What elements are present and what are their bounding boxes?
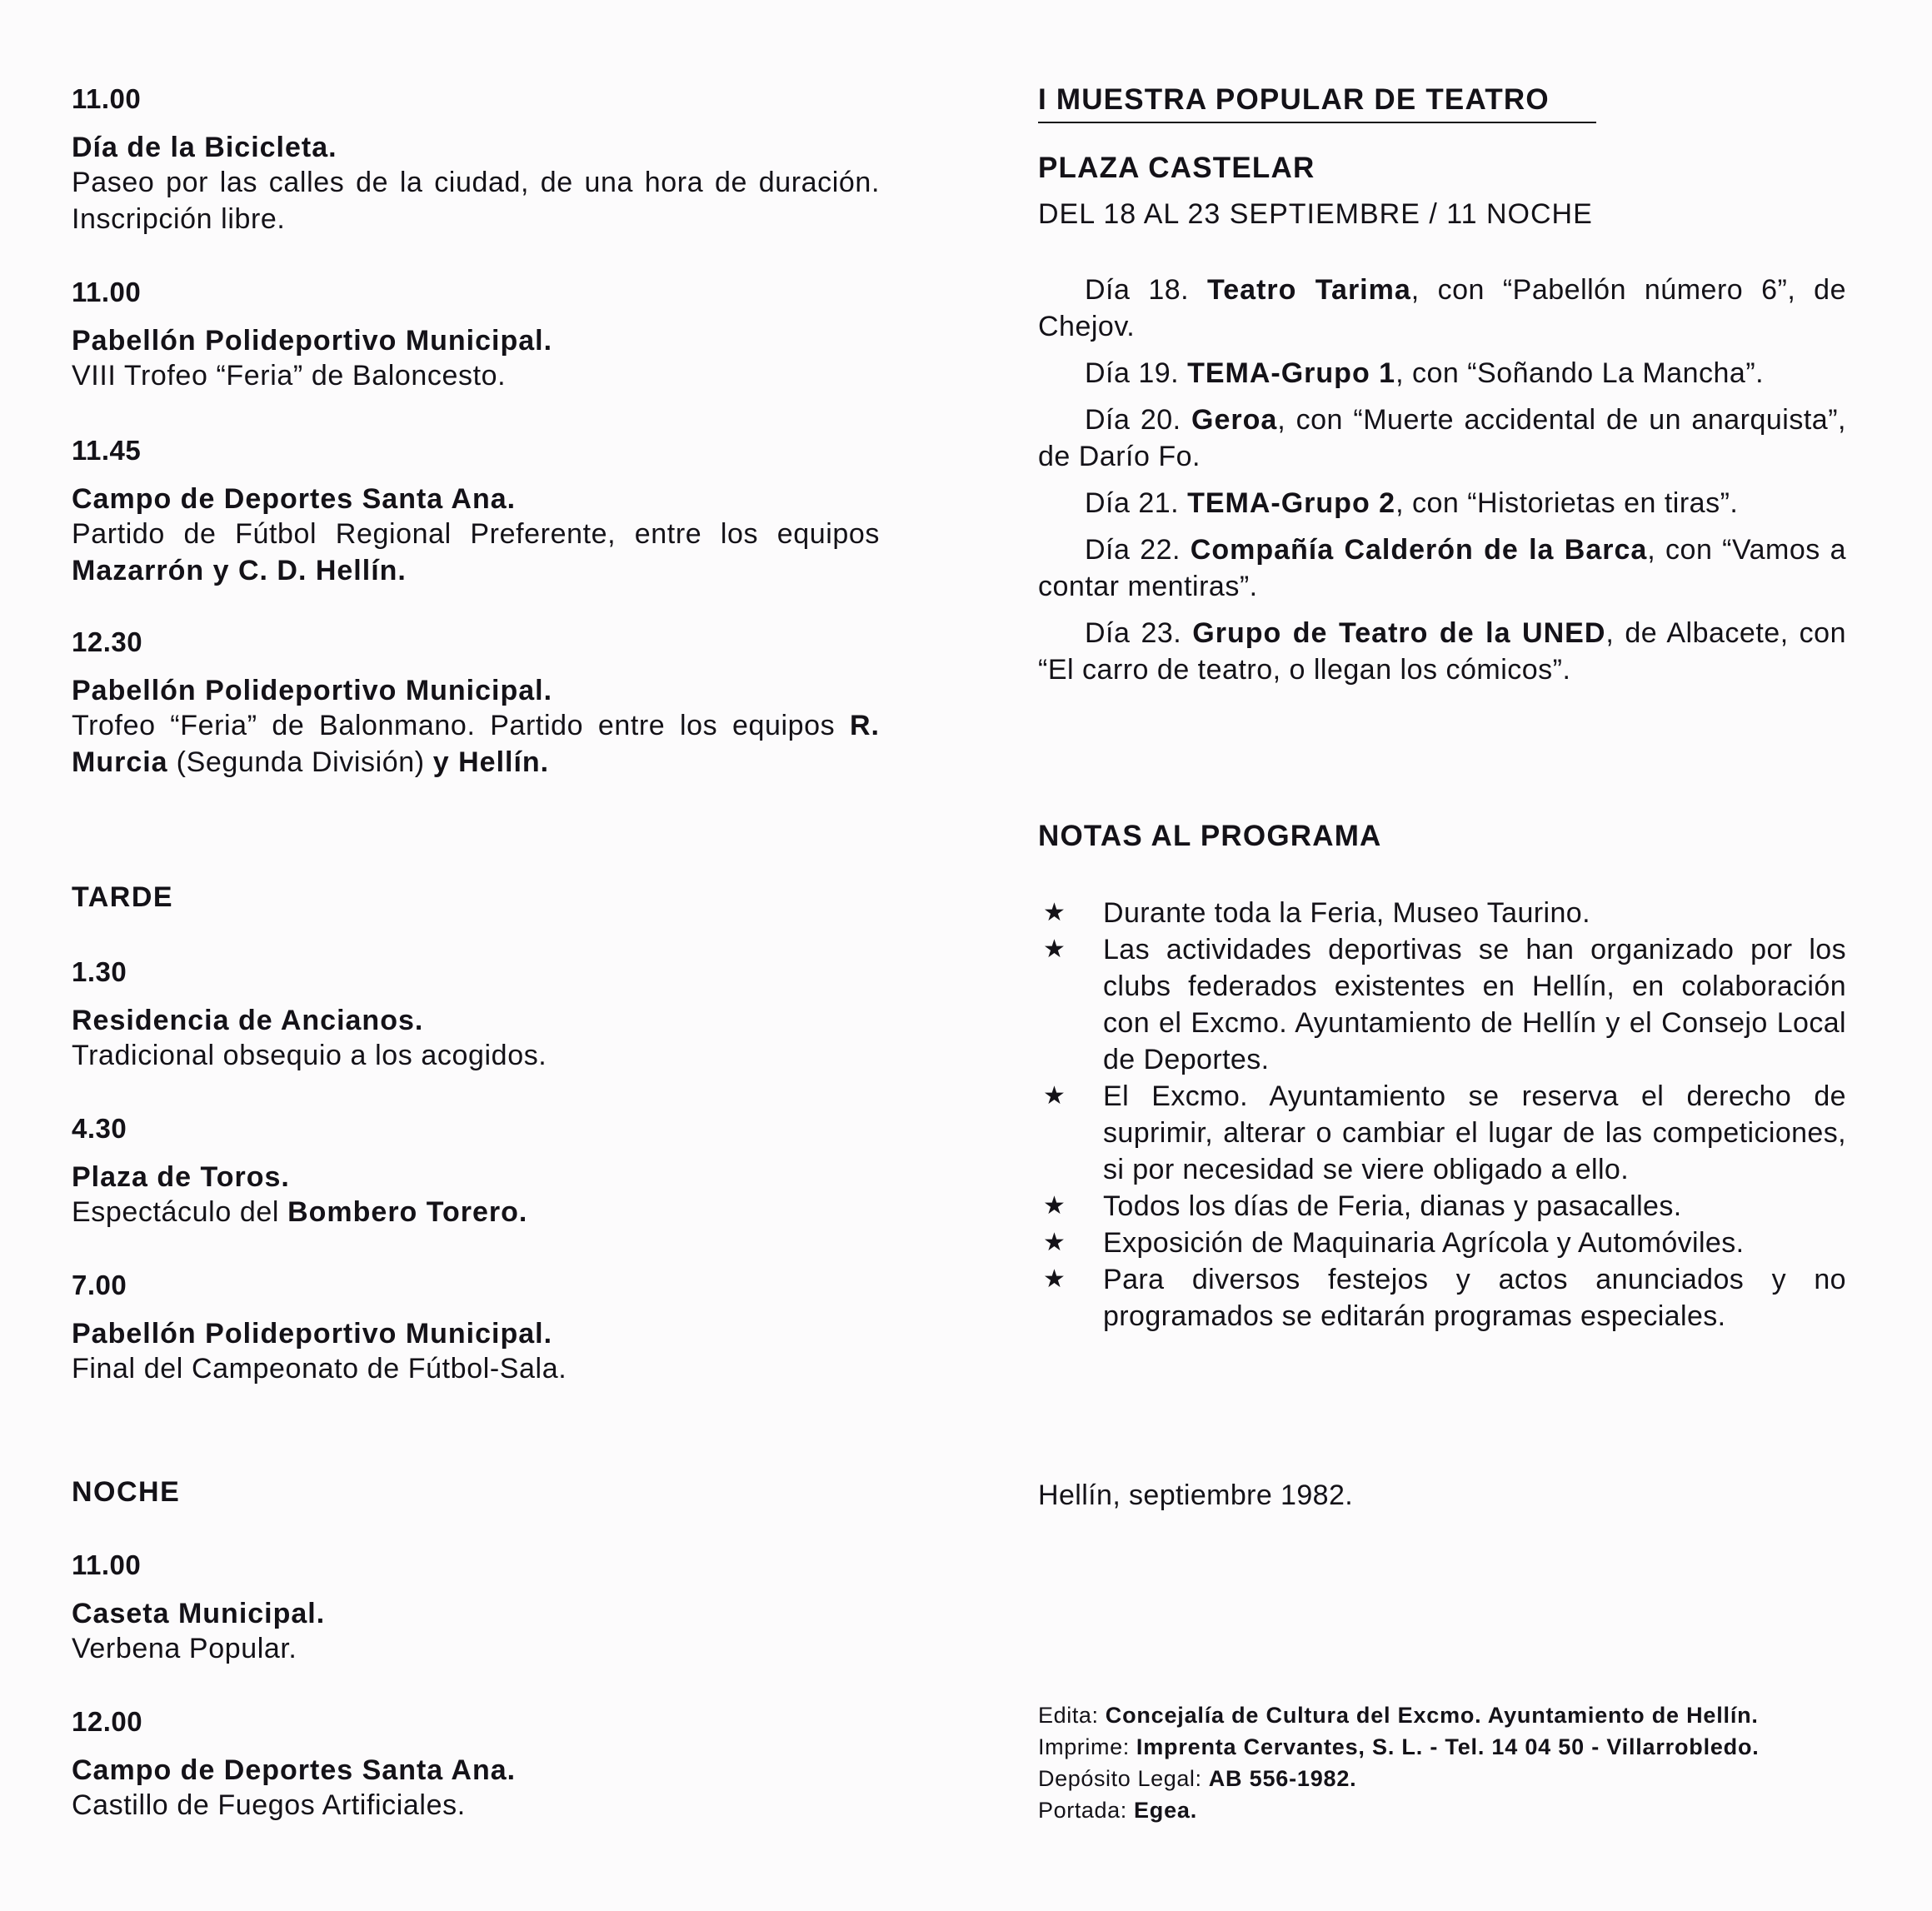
event-time: 11.00 (72, 277, 142, 307)
list-item (1038, 1078, 1846, 1188)
group-name: Compañía Calderón de la Barca (1190, 534, 1648, 566)
event-time: 11.45 (72, 435, 142, 466)
note-text: Las actividades deportivas se han organizado por los clubs federados existentes en Hellín, en colaboración con el Excmo. Ayuntamiento de Hellín y el Consejo Local de Deportes. (1103, 934, 1846, 1075)
star-icon: ★ (1043, 899, 1066, 926)
play-info: , con “Vamos a contar mentiras”. (1038, 534, 1846, 602)
credit-value: Imprenta Cervantes, S. L. - Tel. 14 04 50 - Villarrobledo. (1136, 1734, 1760, 1759)
credit-deposito (1038, 1763, 1846, 1794)
notas-list (1038, 895, 1846, 1335)
list-item (1038, 1188, 1846, 1225)
event-place: Pabellón Polideportivo Municipal. (72, 325, 553, 357)
credit-value: Concejalía de Cultura del Excmo. Ayuntamiento de Hellín. (1105, 1703, 1759, 1728)
team-text: R. Murcia (72, 710, 880, 778)
event-ancianos (72, 956, 880, 1074)
star-icon: ★ (1043, 936, 1066, 963)
event-place: Pabellón Polideportivo Municipal. (72, 1318, 553, 1350)
credit-edita (1038, 1699, 1846, 1731)
credit-label: Portada: (1038, 1798, 1127, 1823)
show-name-text: Bombero Torero. (287, 1196, 528, 1228)
event-place: Campo de Deportes Santa Ana. (72, 1754, 517, 1786)
event-place: Día de la Bicicleta. (72, 132, 337, 163)
credit-imprime (1038, 1731, 1846, 1763)
event-time: 7.00 (72, 1270, 127, 1300)
teatro-dates: DEL 18 AL 23 SEPTIEMBRE / 11 NOCHE (1038, 198, 1593, 230)
list-item (1038, 1261, 1846, 1335)
event-place: Campo de Deportes Santa Ana. (72, 483, 517, 515)
credit-label: Edita: (1038, 1703, 1099, 1728)
event-time: 11.00 (72, 1549, 142, 1580)
event-description: Tradicional obsequio a los acogidos. (72, 1040, 547, 1071)
play-info: , con “Soñando La Mancha”. (1395, 357, 1765, 389)
star-icon: ★ (1043, 1229, 1066, 1256)
section-heading-noche: NOCHE (72, 1476, 181, 1508)
star-icon: ★ (1043, 1082, 1066, 1110)
event-verbena (72, 1549, 880, 1667)
teams-text: Mazarrón y C. D. Hellín. (72, 555, 407, 586)
event-time: 12.00 (72, 1706, 143, 1737)
teatro-day-19 (1038, 355, 1846, 392)
credit-value: AB 556-1982. (1208, 1766, 1357, 1791)
event-time: 1.30 (72, 956, 127, 987)
description-text: Partido de Fútbol Regional Preferente, entre los equipos (72, 518, 880, 550)
event-baloncesto (72, 277, 880, 394)
group-name: TEMA-Grupo 2 (1187, 487, 1396, 519)
list-item (1038, 931, 1846, 1078)
credit-label: Imprime: (1038, 1734, 1130, 1759)
teatro-heading-block (1038, 83, 1846, 123)
note-text: El Excmo. Ayuntamiento se reserva el derecho de suprimir, alterar o cambiar el lugar de las competiciones, si por necesidad se viere obligado a ello. (1103, 1080, 1846, 1185)
group-name: TEMA-Grupo 1 (1187, 357, 1396, 389)
play-info: , con “Muerte accidental de un anarquista”, de Darío Fo. (1038, 404, 1846, 472)
group-name: Grupo de Teatro de la UNED (1192, 617, 1606, 649)
event-time: 4.30 (72, 1113, 127, 1144)
note-text: Durante toda la Feria, Museo Taurino. (1103, 897, 1590, 929)
event-fuegos (72, 1706, 880, 1824)
note-text: Exposición de Maquinaria Agrícola y Automóviles. (1103, 1227, 1745, 1259)
team-text: y Hellín. (432, 746, 550, 778)
group-name: Geroa (1191, 404, 1278, 436)
star-icon: ★ (1043, 1265, 1066, 1293)
teatro-venue: PLAZA CASTELAR (1038, 152, 1315, 184)
day-label: Día 20. (1085, 404, 1181, 436)
event-toros (72, 1113, 880, 1230)
credits (1038, 1699, 1846, 1826)
day-label: Día 23. (1085, 617, 1182, 649)
play-info: , con “Historietas en tiras”. (1395, 487, 1739, 519)
star-icon: ★ (1043, 1192, 1066, 1220)
teatro-day-22 (1038, 531, 1846, 605)
day-label: Día 21. (1085, 487, 1180, 519)
event-futbol-sala (72, 1270, 880, 1387)
notas-heading: NOTAS AL PROGRAMA (1038, 820, 1382, 852)
event-description: Verbena Popular. (72, 1633, 297, 1664)
description-text: Espectáculo del (72, 1196, 280, 1228)
event-description: Final del Campeonato de Fútbol-Sala. (72, 1353, 567, 1385)
teatro-heading: I MUESTRA POPULAR DE TEATRO (1038, 83, 1596, 123)
event-place: Pabellón Polideportivo Municipal. (72, 675, 553, 706)
event-place: Residencia de Ancianos. (72, 1005, 424, 1036)
division-text: (Segunda División) (176, 746, 425, 778)
play-info: , con “Pabellón número 6”, de Chejov. (1038, 274, 1846, 342)
day-label: Día 22. (1085, 534, 1181, 566)
event-description (72, 1194, 880, 1230)
play-info: , de Albacete, con “El carro de teatro, o llegan los cómicos”. (1038, 617, 1846, 686)
dateline: Hellín, septiembre 1982. (1038, 1479, 1354, 1511)
group-name: Teatro Tarima (1207, 274, 1411, 306)
event-description: VIII Trofeo “Feria” de Baloncesto. (72, 360, 507, 392)
event-description: Paseo por las calles de la ciudad, de una hora de duración. Inscripción libre. (72, 167, 880, 235)
list-item (1038, 1225, 1846, 1261)
event-place: Caseta Municipal. (72, 1598, 326, 1629)
note-text: Para diversos festejos y actos anunciados y no programados se editarán programas especiales. (1103, 1264, 1846, 1332)
day-label: Día 19. (1085, 357, 1180, 389)
teatro-program (1038, 272, 1846, 698)
event-futbol (72, 435, 880, 589)
credit-label: Depósito Legal: (1038, 1766, 1202, 1791)
credit-value: Egea. (1133, 1798, 1198, 1823)
event-time: 11.00 (72, 83, 142, 114)
event-description (72, 707, 880, 781)
description-text: Trofeo “Feria” de Balonmano. Partido entre los equipos (72, 710, 836, 741)
list-item (1038, 895, 1846, 931)
event-place: Plaza de Toros. (72, 1161, 290, 1193)
event-description: Castillo de Fuegos Artificiales. (72, 1789, 466, 1821)
section-heading-tarde: TARDE (72, 881, 174, 913)
day-label: Día 18. (1085, 274, 1190, 306)
event-bicicleta (72, 83, 880, 237)
teatro-day-23 (1038, 615, 1846, 688)
teatro-day-20 (1038, 402, 1846, 475)
note-text: Todos los días de Feria, dianas y pasacalles. (1103, 1190, 1682, 1222)
event-description (72, 516, 880, 589)
teatro-day-18 (1038, 272, 1846, 345)
credit-portada (1038, 1794, 1846, 1826)
event-time: 12.30 (72, 626, 143, 657)
teatro-day-21 (1038, 485, 1846, 521)
event-balonmano (72, 626, 880, 781)
